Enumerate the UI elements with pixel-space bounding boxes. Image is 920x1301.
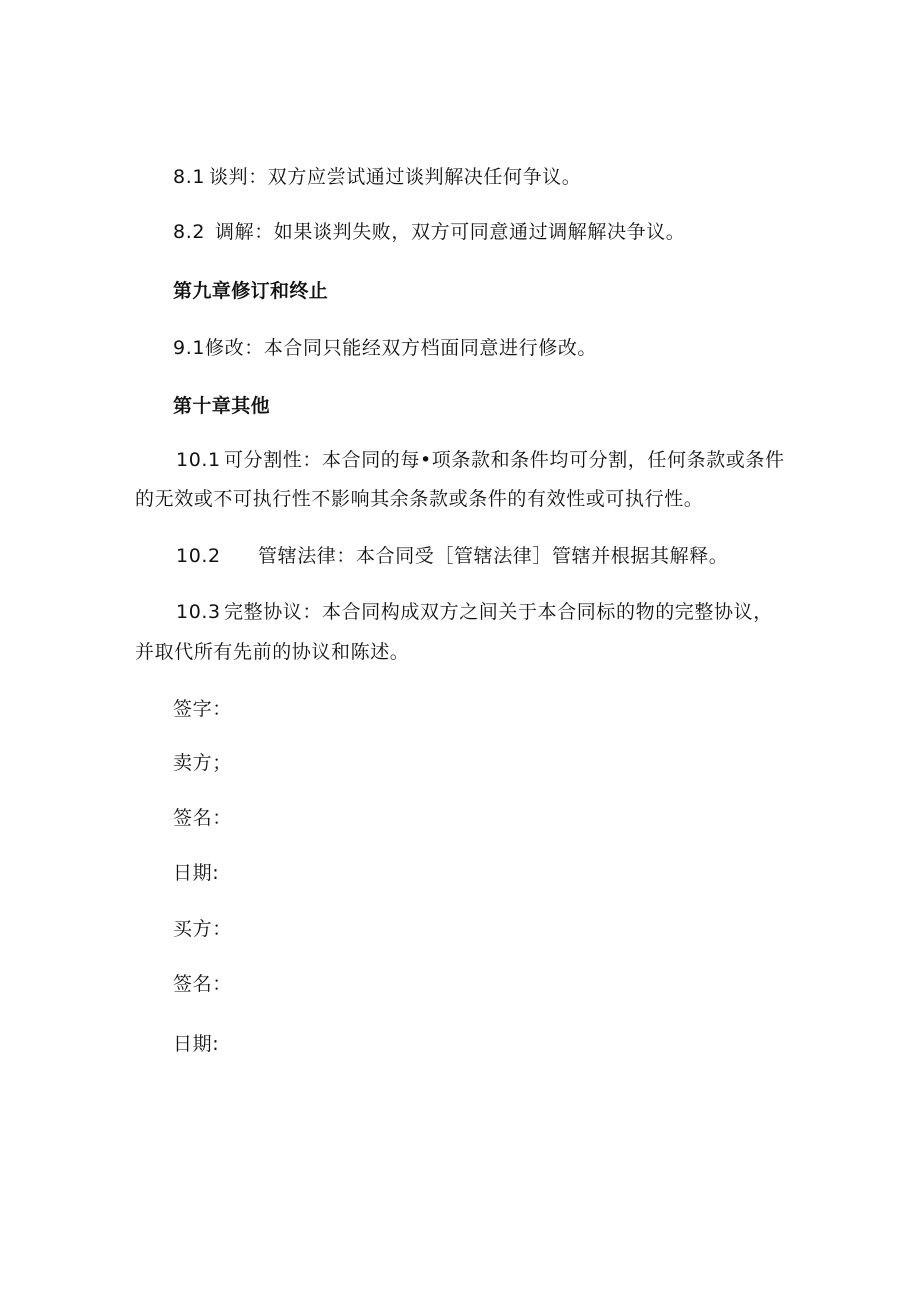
sign-label: 签字： <box>173 698 232 720</box>
clause-text: 可分割性：本合同的每•项条款和条件均可分割，任何条款或条件 <box>224 449 785 471</box>
clause-text: 谈判：双方应尝试通过谈判解决任何争议。 <box>209 166 582 188</box>
clause-number: 10.2 <box>176 545 221 567</box>
clause-number: 10.3 <box>176 601 221 623</box>
clause-number: 8.1 <box>173 166 206 188</box>
clause-10-3-line-2: 并取代所有先前的协议和陈述。 <box>135 641 410 663</box>
chapter-10-title: 第十章其他 <box>173 395 271 417</box>
clause-text: 完整协议：本合同构成双方之间关于本合同标的物的完整协议， <box>224 601 773 623</box>
chapter-9-title: 第九章修订和终止 <box>173 280 329 302</box>
buyer-signature-label: 签名： <box>173 973 232 995</box>
clause-text: 调解：如果谈判失败，双方可同意通过调解解决争议。 <box>215 221 686 243</box>
buyer-label: 买方： <box>173 918 232 940</box>
seller-signature-label: 签名： <box>173 807 232 829</box>
clause-8-2 <box>173 220 685 244</box>
clause-number: 8.2 <box>173 221 206 243</box>
clause-10-1-line-2: 的无效或不可执行性不影响其余条款或条件的有效性或可执行性。 <box>135 488 704 510</box>
seller-date-label: 日期: <box>173 862 220 884</box>
buyer-date-label: 日期: <box>173 1033 220 1055</box>
clause-10-1-line-1 <box>176 448 785 472</box>
clause-10-2 <box>176 544 728 568</box>
clause-10-3-line-1 <box>176 600 773 624</box>
clause-8-1 <box>173 165 581 189</box>
clause-text: 管辖法律：本合同受［管辖法律］管辖并根据其解释。 <box>258 545 729 567</box>
seller-label: 卖方； <box>173 752 232 774</box>
clause-9-1: 9.1修改：本合同只能经双方档面同意进行修改。 <box>173 337 598 359</box>
clause-number: 10.1 <box>176 449 221 471</box>
